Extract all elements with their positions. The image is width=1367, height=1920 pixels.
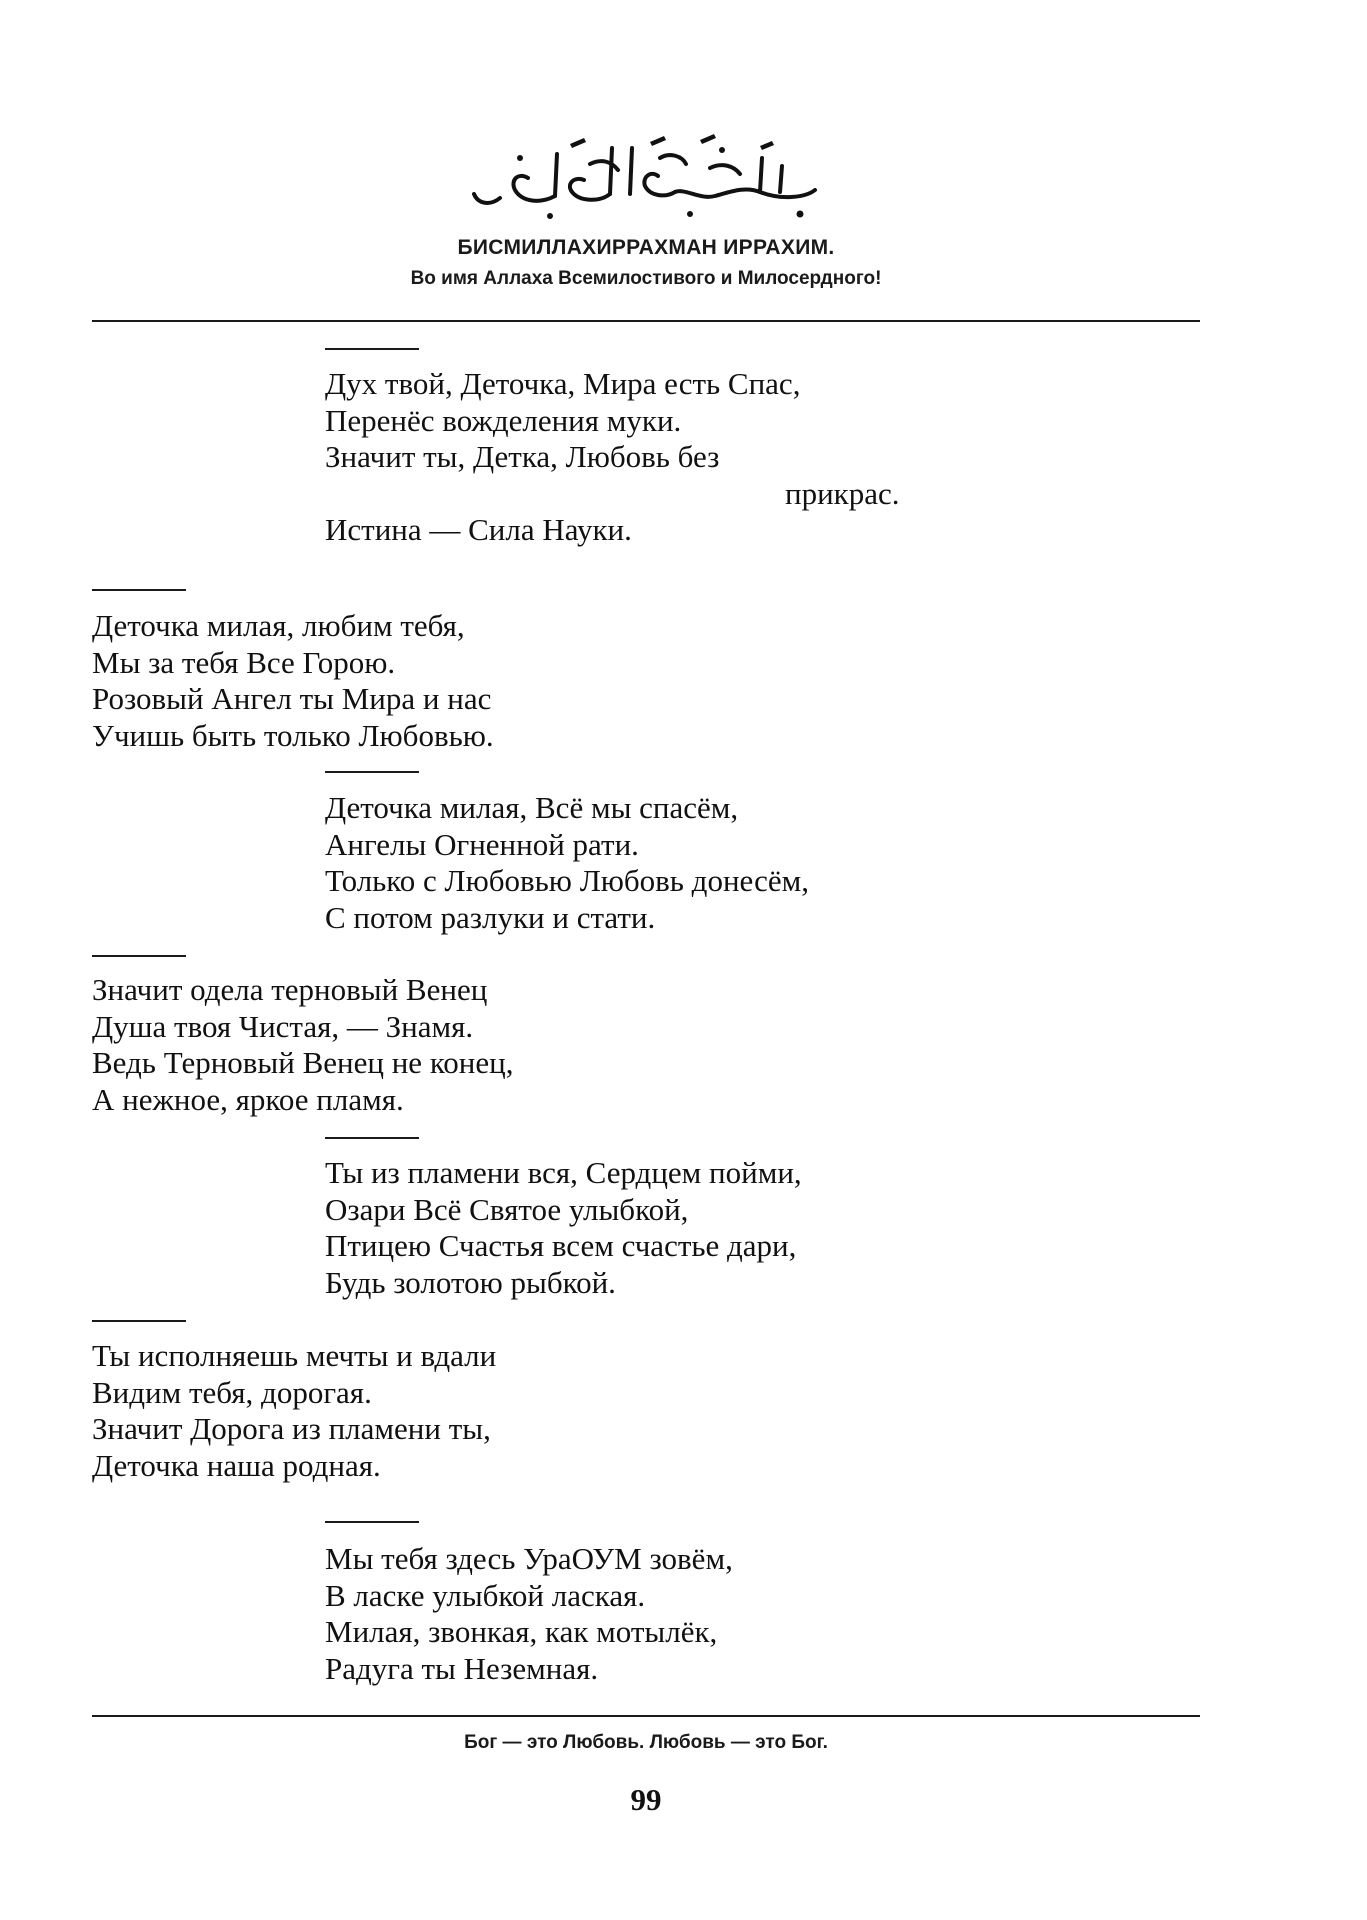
stanza-dash <box>325 771 419 773</box>
poem-line: Душа твоя Чистая, — Знамя. <box>92 1008 474 1044</box>
poem-line: Перенёс вожделения муки. <box>325 402 682 438</box>
stanza-3 <box>325 790 809 936</box>
poem-line: Милая, звонкая, как мотылёк, <box>325 1614 718 1649</box>
poem-line: В ласке улыбкой лаская. <box>325 1577 646 1613</box>
stanza-4 <box>92 972 514 1118</box>
poem-line: Ангелы Огненной рати. <box>325 826 639 862</box>
poem-line: Учишь быть только Любовью. <box>92 717 494 753</box>
stanza-dash <box>92 955 186 957</box>
stanza-dash <box>325 1137 419 1139</box>
stanza-dash <box>325 1521 419 1523</box>
poem-line: А нежное, яркое пламя. <box>92 1081 404 1117</box>
footer-divider <box>92 1715 1200 1717</box>
poem-line: Озари Всё Святое улыбкой, <box>325 1191 689 1227</box>
poem-line: Деточка милая, Всё мы спасём, <box>325 790 739 825</box>
stanza-7 <box>325 1541 733 1687</box>
poem-line: Деточка наша родная. <box>92 1447 381 1483</box>
header-transliteration: БИСМИЛЛАХИРРАХМАН ИРРАХИМ. <box>457 236 835 259</box>
stanza-1 <box>325 366 900 549</box>
poem-line: Видим тебя, дорогая. <box>92 1374 372 1410</box>
poem-line: Будь золотою рыбкой. <box>325 1264 616 1300</box>
poem-line: Значит Дорога из пламени ты, <box>92 1411 491 1446</box>
poem-line: Значит ты, Детка, Любовь без <box>325 439 720 474</box>
poem-line: С потом разлуки и стати. <box>325 899 656 935</box>
poem-line: Ты исполняешь мечты и вдали <box>92 1338 497 1373</box>
poem-line: Розовый Ангел ты Мира и нас <box>92 681 492 716</box>
stanza-5 <box>325 1155 802 1301</box>
stanza-dash <box>92 589 186 591</box>
bismillah-calligraphy <box>460 118 840 228</box>
poem-line: Деточка милая, любим тебя, <box>92 608 465 643</box>
poem-line: Мы тебя здесь УраОУМ зовём, <box>325 1541 733 1576</box>
poem-line: Мы за тебя Все Горою. <box>92 644 396 680</box>
page-number: 99 <box>630 1782 662 1817</box>
poem-line: Только с Любовью Любовь донесём, <box>325 863 809 898</box>
poem-line: Птицею Счастья всем счастье дари, <box>325 1228 797 1263</box>
poem-line: Радуга ты Неземная. <box>325 1650 599 1686</box>
poem-line: Ты из пламени вся, Сердцем пойми, <box>325 1155 802 1190</box>
footer-motto: Бог — это Любовь. Любовь — это Бог. <box>464 1732 828 1753</box>
poem-line: Ведь Терновый Венец не конец, <box>92 1045 514 1080</box>
stanza-dash <box>92 1320 186 1322</box>
poem-line-continuation: прикрас. <box>785 475 900 511</box>
stanza-2 <box>92 608 494 754</box>
stanza-dash <box>325 348 419 350</box>
poem-line: Истина — Сила Науки. <box>325 512 632 547</box>
stanza-6 <box>92 1338 496 1484</box>
header-divider <box>92 320 1200 322</box>
poem-line: Значит одела терновый Венец <box>92 972 488 1007</box>
header-translation: Во имя Аллаха Всемилостивого и Милосердного! <box>410 268 882 289</box>
poem-line: Дух твой, Деточка, Мира есть Спас, <box>325 366 801 401</box>
